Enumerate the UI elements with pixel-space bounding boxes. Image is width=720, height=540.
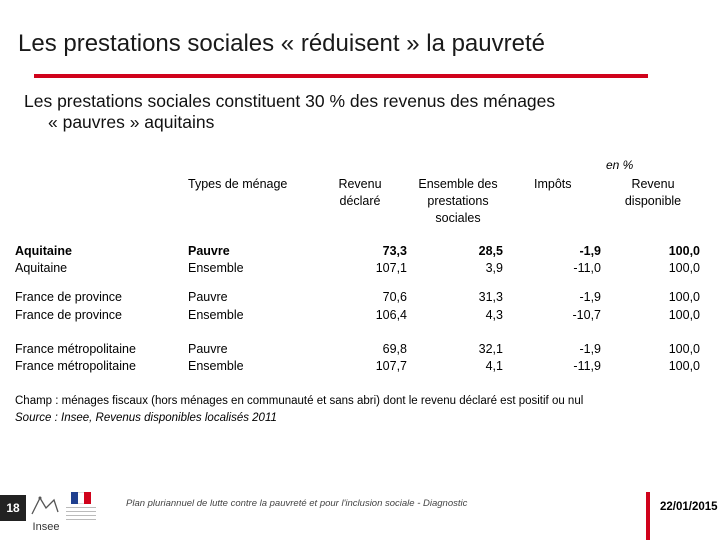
table-row — [0, 290, 720, 307]
row-prestations: 4,1 — [485, 359, 503, 373]
header-revenu-disponible — [616, 176, 690, 210]
row-disponible: 100,0 — [668, 261, 700, 275]
row-region: France de province — [15, 290, 123, 304]
table-row — [0, 308, 720, 325]
slide-title: Les prestations sociales « réduisent » la pauvreté — [18, 30, 545, 57]
table-row — [0, 261, 720, 278]
row-impots: -10,7 — [572, 308, 601, 322]
header-prestations — [408, 176, 508, 227]
table-row — [0, 244, 720, 261]
row-impots: -1,9 — [579, 290, 601, 304]
footer-date: 22/01/2015 — [660, 501, 718, 513]
row-impots: -11,0 — [573, 261, 601, 275]
row-prestations: 32,1 — [478, 342, 503, 356]
row-revenu: 73,3 — [382, 244, 407, 258]
french-flag-icon — [71, 492, 91, 504]
unit-label: en % — [606, 158, 634, 172]
header-revenu-line-2: déclaré — [339, 194, 381, 208]
subtitle-line-2: « pauvres » aquitains — [48, 112, 215, 132]
row-type: Pauvre — [188, 290, 228, 304]
header-revenu-declare — [332, 176, 388, 210]
row-revenu: 107,1 — [375, 261, 407, 275]
row-disponible: 100,0 — [668, 342, 700, 356]
table-row — [0, 342, 720, 359]
row-type: Ensemble — [188, 359, 244, 373]
row-impots: -1,9 — [579, 342, 601, 356]
row-prestations: 3,9 — [485, 261, 503, 275]
header-disponible-line-2: disponible — [624, 194, 682, 208]
row-impots: -1,9 — [579, 244, 601, 258]
row-disponible: 100,0 — [668, 244, 700, 258]
table-row — [0, 359, 720, 376]
row-region: Aquitaine — [15, 244, 72, 258]
row-type: Ensemble — [188, 308, 244, 322]
header-impots: Impôts — [534, 177, 572, 191]
row-region: France de province — [15, 308, 123, 322]
insee-mark-icon — [28, 494, 62, 516]
header-revenu-line-1: Revenu — [338, 177, 382, 191]
row-revenu: 69,8 — [382, 342, 407, 356]
republique-text-lines — [66, 507, 96, 521]
row-prestations: 31,3 — [478, 290, 503, 304]
table-scope-note: Champ : ménages fiscaux (hors ménages en communauté et sans abri) dont le revenu déclaré est positif ou nul — [15, 395, 584, 407]
row-revenu: 107,7 — [375, 359, 407, 373]
subtitle-line-1: Les prestations sociales constituent 30 % des revenus des ménages — [24, 91, 556, 111]
row-type: Pauvre — [188, 342, 228, 356]
row-type: Ensemble — [188, 261, 244, 275]
row-type: Pauvre — [188, 244, 230, 258]
header-prestations-line-1: Ensemble des — [418, 177, 498, 191]
row-prestations: 28,5 — [478, 244, 503, 258]
row-prestations: 4,3 — [485, 308, 503, 322]
header-type: Types de ménage — [188, 177, 288, 191]
row-impots: -11,9 — [573, 359, 601, 373]
republique-logo — [66, 492, 96, 526]
header-prestations-line-3: sociales — [435, 211, 481, 225]
row-disponible: 100,0 — [668, 359, 700, 373]
slide-subtitle — [24, 91, 664, 133]
row-disponible: 100,0 — [668, 290, 700, 304]
footer-text: Plan pluriannuel de lutte contre la pauvreté et pour l'inclusion sociale - Diagnostic — [126, 498, 468, 509]
insee-wordmark: Insee — [32, 521, 60, 533]
row-revenu: 106,4 — [375, 308, 407, 322]
row-region: France métropolitaine — [15, 342, 136, 356]
title-underline — [34, 74, 648, 78]
row-region: Aquitaine — [15, 261, 68, 275]
insee-logo — [28, 494, 64, 534]
row-region: France métropolitaine — [15, 359, 136, 373]
row-disponible: 100,0 — [668, 308, 700, 322]
page-number: 18 — [0, 495, 26, 521]
header-disponible-line-1: Revenu — [631, 177, 675, 191]
table-source-note: Source : Insee, Revenus disponibles localisés 2011 — [15, 412, 277, 424]
row-revenu: 70,6 — [382, 290, 407, 304]
header-prestations-line-2: prestations — [427, 194, 489, 208]
footer-accent-bar — [646, 492, 650, 540]
